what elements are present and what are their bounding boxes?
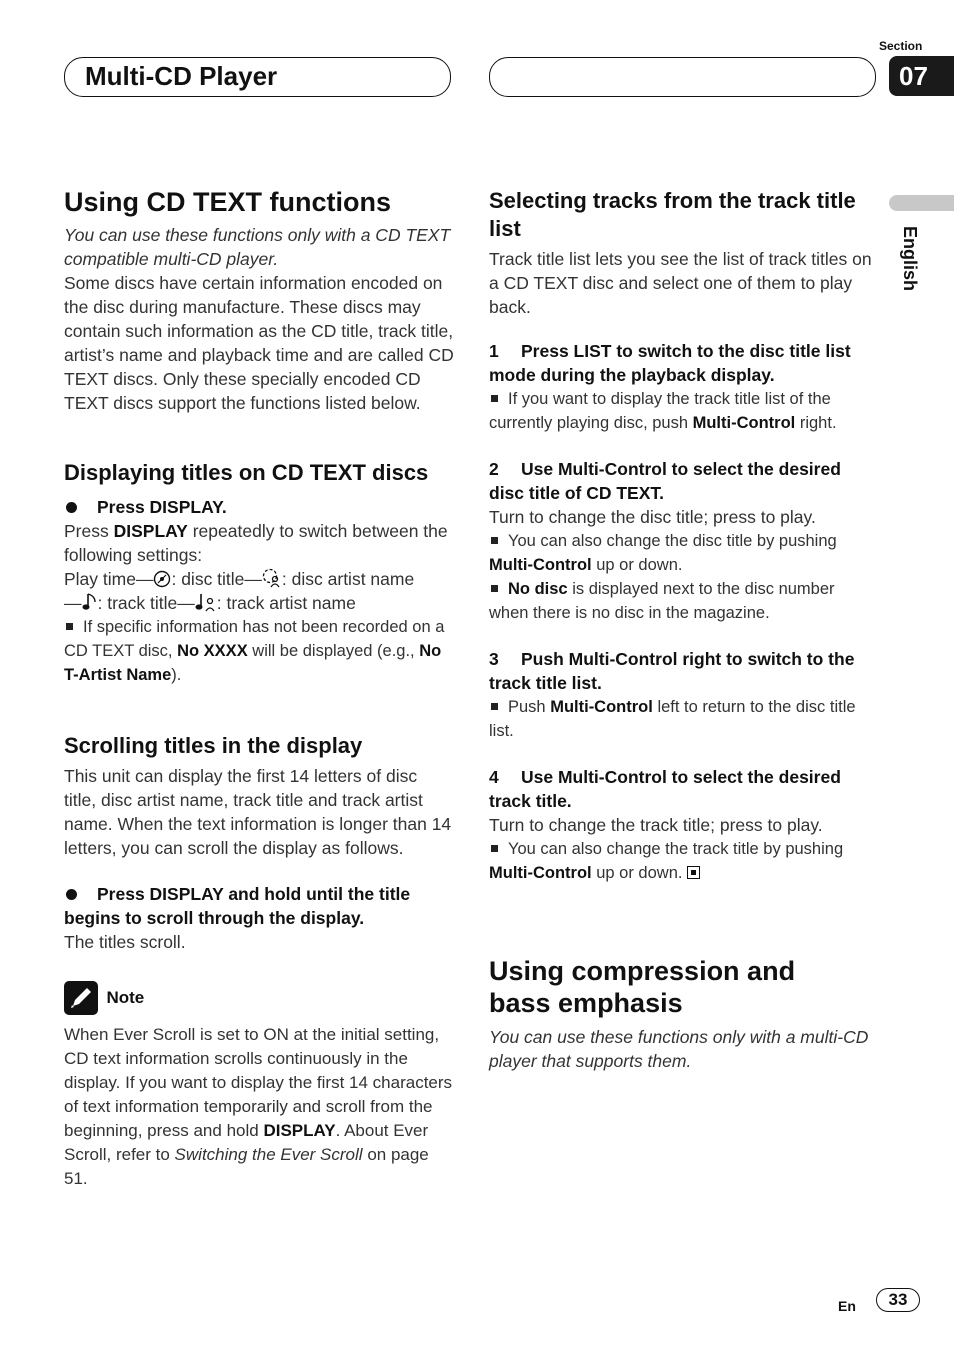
language-label: English bbox=[900, 226, 920, 292]
disc-icon bbox=[153, 570, 171, 588]
step-3-bullet: Push Multi-Control left to return to the disc title list. bbox=[489, 698, 856, 740]
end-of-section-icon bbox=[687, 866, 700, 879]
note-body: When Ever Scroll is set to ON at the initial setting, CD text information scrolls continuously in the display. If you want to display the first 14 characters of text information temporarily and scroll from the beginning, press and hold DISPLAY. About Ever Scroll, refer to Switching the Ever Scroll on page 51. bbox=[64, 1025, 453, 1188]
display-sequence: Play time— : disc title— : disc artist name — : track title— : track artist name bbox=[64, 569, 415, 613]
square-bullet-icon bbox=[491, 585, 498, 592]
square-bullet-icon bbox=[491, 395, 498, 402]
right-column bbox=[489, 187, 875, 1073]
note-label: Note bbox=[106, 988, 145, 1007]
step-3: 3 Push Multi-Control right to switch to the track title list. bbox=[489, 649, 855, 693]
step-2-body: Turn to change the disc title; press to play. bbox=[489, 507, 816, 527]
page-header-title: Multi-CD Player bbox=[85, 61, 278, 91]
step-4-bullet: You can also change the track title by pushing Multi-Control up or down. bbox=[489, 840, 844, 882]
music-note-icon bbox=[82, 592, 98, 612]
square-bullet-icon bbox=[491, 845, 498, 852]
step-1: 1 Press LIST to switch to the disc title list mode during the playback display. bbox=[489, 341, 851, 385]
compression-intro: You can use these functions only with a multi-CD player that supports them. bbox=[489, 1027, 869, 1071]
square-bullet-icon bbox=[491, 537, 498, 544]
section-number-badge: 07 bbox=[889, 56, 954, 96]
display-note-bullet: If specific information has not been recorded on a CD TEXT disc, No XXXX will be displayed (e.g., No T-Artist Name). bbox=[64, 618, 445, 684]
bullet-dot-icon bbox=[66, 889, 77, 900]
scroll-body: This unit can display the first 14 letters of disc title, disc artist name, track title and track artist name. When the text information is longer than 14 letters, you can scroll the display as follows. bbox=[64, 766, 452, 858]
disc-artist-icon bbox=[262, 568, 282, 588]
step-2-bullet-2: No disc is displayed next to the disc number when there is no disc in the magazine. bbox=[489, 580, 835, 622]
track-artist-icon bbox=[195, 592, 217, 612]
heading-scrolling-titles: Scrolling titles in the display bbox=[64, 733, 363, 758]
cd-text-intro: You can use these functions only with a CD TEXT compatible multi-CD player. bbox=[64, 225, 451, 269]
scroll-step: Press DISPLAY and hold until the title begins to scroll through the display. bbox=[64, 884, 411, 928]
tracks-body: Track title list lets you see the list of track titles on a CD TEXT disc and select one of them to play back. bbox=[489, 249, 872, 317]
header-empty-pill bbox=[489, 57, 876, 97]
heading-compression: Using compression and bass emphasis bbox=[489, 956, 796, 1018]
language-tab-bar bbox=[889, 195, 954, 211]
header-title-pill bbox=[64, 57, 451, 97]
step-2: 2 Use Multi-Control to select the desired disc title of CD TEXT. bbox=[489, 459, 841, 503]
bullet-dot-icon bbox=[66, 502, 77, 513]
heading-cd-text: Using CD TEXT functions bbox=[64, 187, 391, 217]
footer-lang-code: En bbox=[838, 1298, 856, 1314]
note-header bbox=[64, 981, 454, 1017]
display-instructions: Press DISPLAY repeatedly to switch between the following settings: bbox=[64, 521, 448, 565]
step-4-body: Turn to change the track title; press to play. bbox=[489, 815, 823, 835]
page-number: 33 bbox=[876, 1288, 920, 1312]
heading-displaying-titles: Displaying titles on CD TEXT discs bbox=[64, 460, 429, 485]
scroll-result: The titles scroll. bbox=[64, 932, 186, 952]
square-bullet-icon bbox=[491, 703, 498, 710]
cd-text-body: Some discs have certain information encoded on the disc during manufacture. These discs may contain such information as the CD title, track title, artist’s name and playback time and are called CD TEXT discs. Only these specially encoded CD TEXT discs support the functions listed below. bbox=[64, 273, 454, 413]
heading-selecting-tracks: Selecting tracks from the track title list bbox=[489, 188, 856, 241]
left-column bbox=[64, 186, 454, 1191]
section-label: Section bbox=[879, 39, 923, 53]
display-step: Press DISPLAY. bbox=[64, 495, 454, 519]
note-pencil-icon bbox=[64, 981, 98, 1015]
step-4: 4 Use Multi-Control to select the desired track title. bbox=[489, 767, 841, 811]
square-bullet-icon bbox=[66, 623, 73, 630]
step-2-bullet-1: You can also change the disc title by pushing Multi-Control up or down. bbox=[489, 532, 837, 574]
step-1-bullet: If you want to display the track title list of the currently playing disc, push Multi-Control right. bbox=[489, 390, 837, 432]
